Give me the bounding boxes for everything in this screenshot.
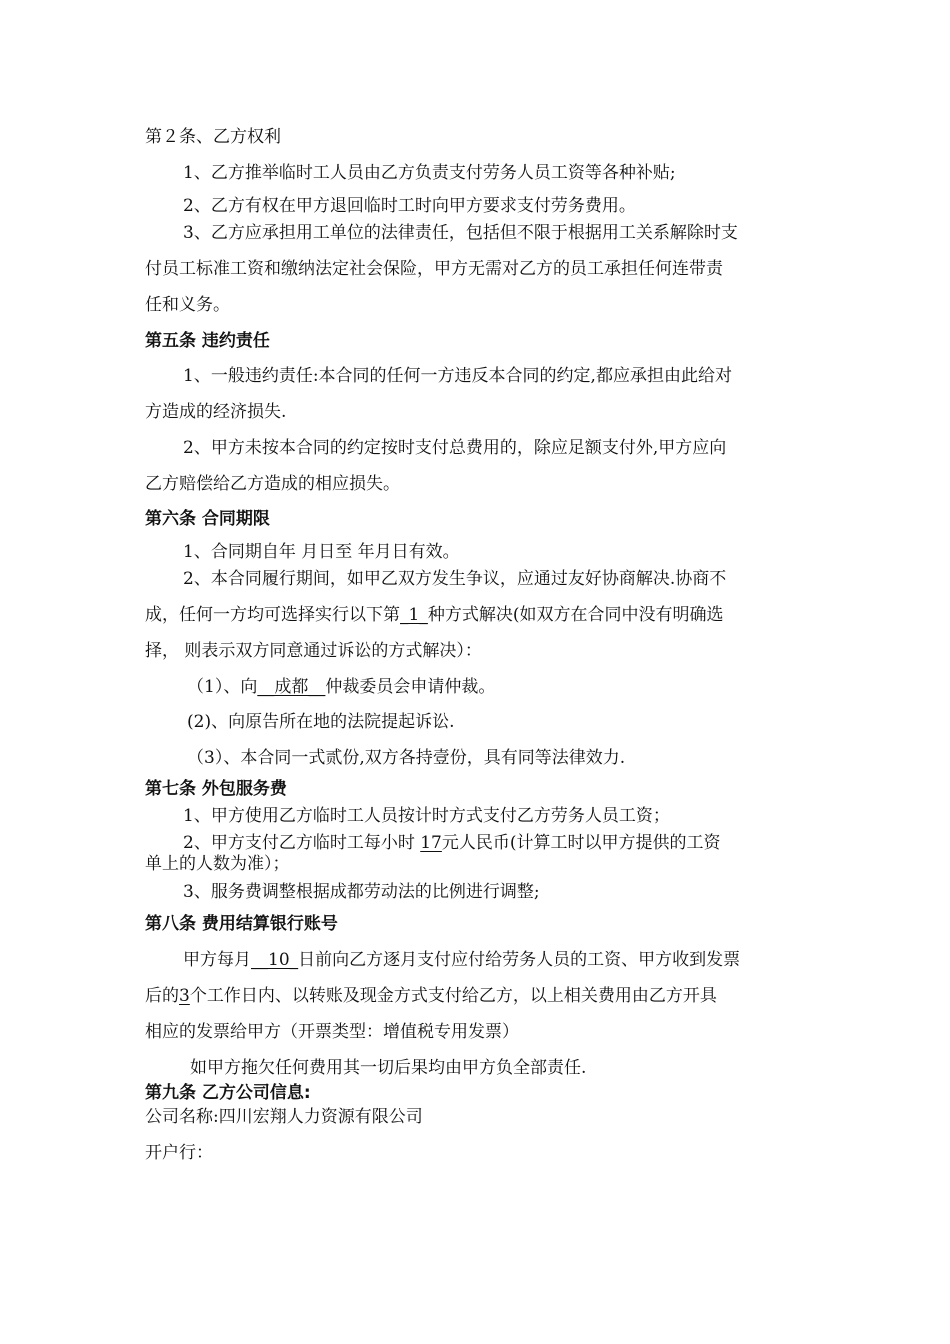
section-7-item-1: 1、甲方使用乙方临时工人员按计时方式支付乙方劳务人员工资；: [183, 806, 670, 826]
section-7-text: 2、甲方支付乙方临时工每小时: [183, 833, 421, 853]
section-7-item-3: 3、服务费调整根据成都劳动法的比例进行调整;: [183, 882, 540, 902]
section-7-item-2-line-1: [183, 832, 721, 854]
section-6-title: 第六条 合同期限: [145, 509, 270, 529]
section-2-item-3-line-3: 任和义务。: [145, 295, 230, 315]
section-6-text: （1）、向: [187, 677, 258, 697]
method-number-blank: _1_: [400, 605, 428, 625]
section-8-title: 第八条 费用结算银行账号: [145, 914, 338, 934]
section-2-item-1: 1、乙方推举临时工人员由乙方负责支付劳务人员工资等各种补贴;: [183, 163, 676, 183]
section-2-item-3-line-2: 付员工标准工资和缴纳法定社会保险，甲方无需对乙方的员工承担任何连带责: [145, 259, 723, 279]
section-8-line-2: [145, 985, 717, 1007]
section-2-title: 第２条、乙方权利: [145, 127, 281, 147]
section-8-text: 后的: [145, 986, 179, 1006]
section-9-title: 第九条 乙方公司信息:: [145, 1083, 311, 1103]
section-6-item-2-line-3: 择， 则表示双方同意通过诉讼的方式解决）：: [145, 641, 482, 661]
section-8-text: 日前向乙方逐月支付应付给劳务人员的工资、甲方收到发票: [298, 950, 741, 970]
section-5-title: 第五条 违约责任: [145, 331, 270, 351]
section-6-option-1: [187, 676, 495, 698]
section-8-line-1: [183, 949, 740, 971]
section-7-item-2-line-2: 单上的人数为准）；: [145, 854, 290, 874]
section-6-option-3: （3）、本合同一式贰份,双方各持壹份，具有同等法律效力.: [187, 748, 626, 768]
section-5-item-1-line-1: 1、一般违约责任:本合同的任何一方违反本合同的约定,都应承担由此给对: [183, 366, 732, 386]
section-2-item-3-line-1: 3、乙方应承担用工单位的法律责任，包括但不限于根据用工关系解除时支: [183, 223, 738, 243]
section-6-item-1: 1、合同期自年 月日至 年月日有效。: [183, 542, 460, 562]
section-6-item-2-line-2: [145, 604, 723, 626]
hourly-rate-blank: 17: [420, 833, 442, 853]
section-6-text: 种方式解决(如双方在合同中没有明确选: [427, 605, 724, 625]
section-8-text: 甲方每月: [183, 950, 251, 970]
section-6-text: 成，任何一方均可选择实行以下第: [145, 605, 400, 625]
company-name: 公司名称:四川宏翔人力资源有限公司: [145, 1107, 423, 1127]
working-days-blank: 3: [179, 986, 190, 1006]
section-6-text: 仲裁委员会申请仲裁。: [325, 677, 496, 697]
section-6-item-2-line-1: 2、本合同履行期间，如甲乙双方发生争议，应通过友好协商解决.协商不: [183, 569, 727, 589]
bank-label: 开户行：: [145, 1143, 213, 1163]
section-6-option-2: (2)、向原告所在地的法院提起诉讼.: [187, 712, 455, 732]
section-5-item-2-line-1: 2、甲方未按本合同的约定按时支付总费用的，除应足额支付外,甲方应向: [183, 438, 727, 458]
section-5-item-2-line-2: 乙方赔偿给乙方造成的相应损失。: [145, 474, 400, 494]
payment-day-blank: __10_: [251, 950, 299, 970]
section-8-text: 个工作日内、以转账及现金方式支付给乙方，以上相关费用由乙方开具: [189, 986, 717, 1006]
arbitration-city-blank: __成都__: [257, 677, 326, 697]
section-5-item-1-line-2: 方造成的经济损失.: [145, 402, 287, 422]
section-8-paragraph-2: 如甲方拖欠任何费用其一切后果均由甲方负全部责任.: [190, 1058, 587, 1078]
section-7-title: 第七条 外包服务费: [145, 779, 287, 799]
section-2-item-2: 2、乙方有权在甲方退回临时工时向甲方要求支付劳务费用。: [183, 196, 636, 216]
section-8-line-3: 相应的发票给甲方（开票类型：增值税专用发票）: [145, 1022, 519, 1042]
section-7-text: 元人民币(计算工时以甲方提供的工资: [441, 833, 721, 853]
